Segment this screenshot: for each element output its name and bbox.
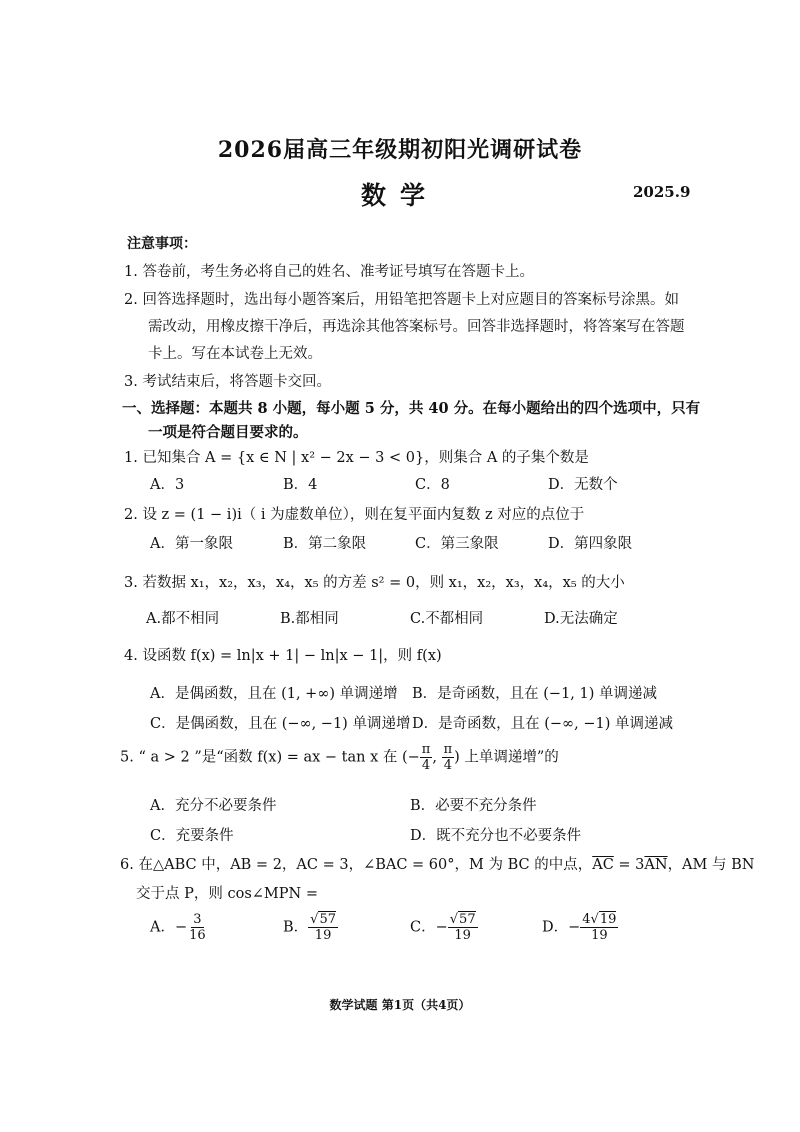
- q5-comma: ,: [432, 749, 442, 766]
- q6-c-label: C．−: [410, 919, 448, 936]
- notice-item-1: 1. 答卷前，考生务必将自己的姓名、准考证号填写在答题卡上。: [124, 264, 534, 280]
- q6-c-den: 19: [454, 928, 471, 943]
- q6-d-label-wrap: D．−: [542, 919, 581, 936]
- q5-option-a: A．充分不必要条件: [150, 798, 277, 814]
- q6-a-den: 16: [189, 928, 206, 943]
- exam-title: 2026届高三年级期初阳光调研试卷: [217, 137, 583, 163]
- q6-b-label: B．: [283, 919, 309, 936]
- q5-frac2-num: π: [443, 742, 453, 757]
- q6-d-num-wrap: 4√19: [582, 912, 617, 927]
- q5-fraction-1: [420, 742, 433, 773]
- q2-option-d: D．第四象限: [548, 536, 633, 552]
- question-6-stem-line-2: 交于点 P，则 cos∠MPN =: [136, 886, 318, 902]
- q6-a-num: 3: [193, 912, 202, 927]
- q5-stem-post: ) 上单调递增”的: [454, 749, 559, 766]
- q1-option-a: A．3: [150, 477, 185, 493]
- section-heading-line-2: 一项是符合题目要求的。: [148, 424, 308, 441]
- notice-item-2-line-1: 2. 回答选择题时，选出每小题答案后，用铅笔把答题卡上对应题目的答案标号涂黑。如: [124, 292, 679, 308]
- question-1-stem: 1. 已知集合 A = {x ∈ N | x² − 2x − 3 < 0}，则集合 A 的子集个数是: [124, 450, 589, 466]
- q6-option-a: [150, 912, 208, 943]
- question-5-stem: [120, 742, 559, 773]
- subject-title: 数学: [360, 181, 439, 210]
- q6-option-b: [283, 912, 338, 943]
- q4-option-a: A．是偶函数，且在 (1, +∞) 单调递增: [150, 686, 398, 702]
- q2-option-b: B．第二象限: [283, 536, 367, 552]
- notice-item-2-line-3: 卡上。写在本试卷上无效。: [148, 346, 322, 362]
- q6-b-num-wrap: √57: [310, 912, 336, 927]
- q6-eq3: = 3: [613, 857, 645, 873]
- q2-option-c: C．第三象限: [415, 536, 499, 552]
- q5-frac1-den: 4: [421, 758, 431, 773]
- q6-b-den: 19: [314, 928, 332, 943]
- q6-vector-ac: $\overline{AC}$: [592, 857, 614, 873]
- q3-option-a: A.都不相同: [146, 611, 220, 627]
- q5-fraction-2: [442, 742, 455, 773]
- q5-option-c: C．充要条件: [150, 828, 234, 844]
- q6-c-num: 57: [459, 912, 476, 927]
- question-3-stem: 3. 若数据 x₁，x₂，x₃，x₄，x₅ 的方差 s² = 0，则 x₁，x₂，x₃，x₄，x₅ 的大小: [124, 575, 625, 591]
- q5-option-b: B．必要不充分条件: [410, 798, 537, 814]
- q6-option-d: [542, 912, 618, 943]
- q4-option-c: C．是偶函数，且在 (−∞, −1) 单调递增: [150, 716, 411, 732]
- q3-option-d: D.无法确定: [544, 611, 618, 627]
- q4-option-b: B．是奇函数，且在 (−1, 1) 单调递减: [412, 686, 658, 702]
- q5-frac1-num: π: [421, 742, 431, 757]
- q6-b-num: 57: [319, 912, 336, 927]
- q6-stem-pre: 6. 在△ABC 中，AB = 2，AC = 3，∠BAC = 60°，M 为 BC 的中点，: [120, 857, 593, 873]
- q1-option-b: B．4: [283, 477, 318, 493]
- q2-option-a: A．第一象限: [150, 536, 233, 552]
- question-2-stem: 2. 设 z = (1 − i)i（ i 为虚数单位），则在复平面内复数 z 对应的点位于: [124, 507, 585, 523]
- q6-a-fraction: [187, 912, 208, 943]
- q6-stem-post: ，AM 与 BN: [667, 857, 755, 873]
- notice-item-3: 3. 考试结束后，将答题卡交回。: [124, 374, 331, 390]
- q6-b-fraction: [308, 912, 338, 943]
- q5-frac2-den: 4: [443, 758, 452, 773]
- q1-option-c: C．8: [415, 477, 450, 493]
- q6-d-den: 19: [591, 928, 608, 943]
- q5-stem-pre: 5. “ a > 2 ”是“函数 f(x) = ax − tan x 在 (−: [120, 749, 420, 766]
- q6-c-fraction: [448, 912, 478, 943]
- notice-item-2-line-2: 需改动，用橡皮擦干净后，再选涂其他答案标号。回答非选择题时，将答案写在答题: [148, 319, 685, 335]
- q6-a-label: A．−: [150, 919, 188, 936]
- question-6-stem-line-1: [120, 853, 754, 874]
- page-footer: 数学试题 第1页（共4页）: [329, 998, 471, 1012]
- q5-option-d: D．既不充分也不必要条件: [410, 828, 582, 844]
- question-4-stem: 4. 设函数 f(x) = ln|x + 1| − ln|x − 1|，则 f(x): [124, 648, 442, 664]
- q1-option-d: D．无数个: [548, 477, 618, 493]
- notice-heading: 注意事项：: [127, 236, 197, 252]
- q6-c-num-wrap: √57: [449, 912, 476, 927]
- q6-vector-an: $\overline{AN}$: [644, 857, 668, 873]
- q3-option-c: C.不都相同: [410, 611, 484, 627]
- q4-option-d: D．是奇函数，且在 (−∞, −1) 单调递减: [412, 716, 673, 732]
- q3-option-b: B.都相同: [280, 611, 339, 627]
- q6-option-c: [410, 912, 478, 943]
- q6-d-num: 19: [599, 912, 617, 927]
- section-heading-line-1: 一、选择题：本题共 8 小题，每小题 5 分，共 40 分。在每小题给出的四个选项中，只有: [122, 400, 701, 417]
- q6-d-fraction: [580, 912, 618, 943]
- exam-date: 2025.9: [633, 183, 691, 201]
